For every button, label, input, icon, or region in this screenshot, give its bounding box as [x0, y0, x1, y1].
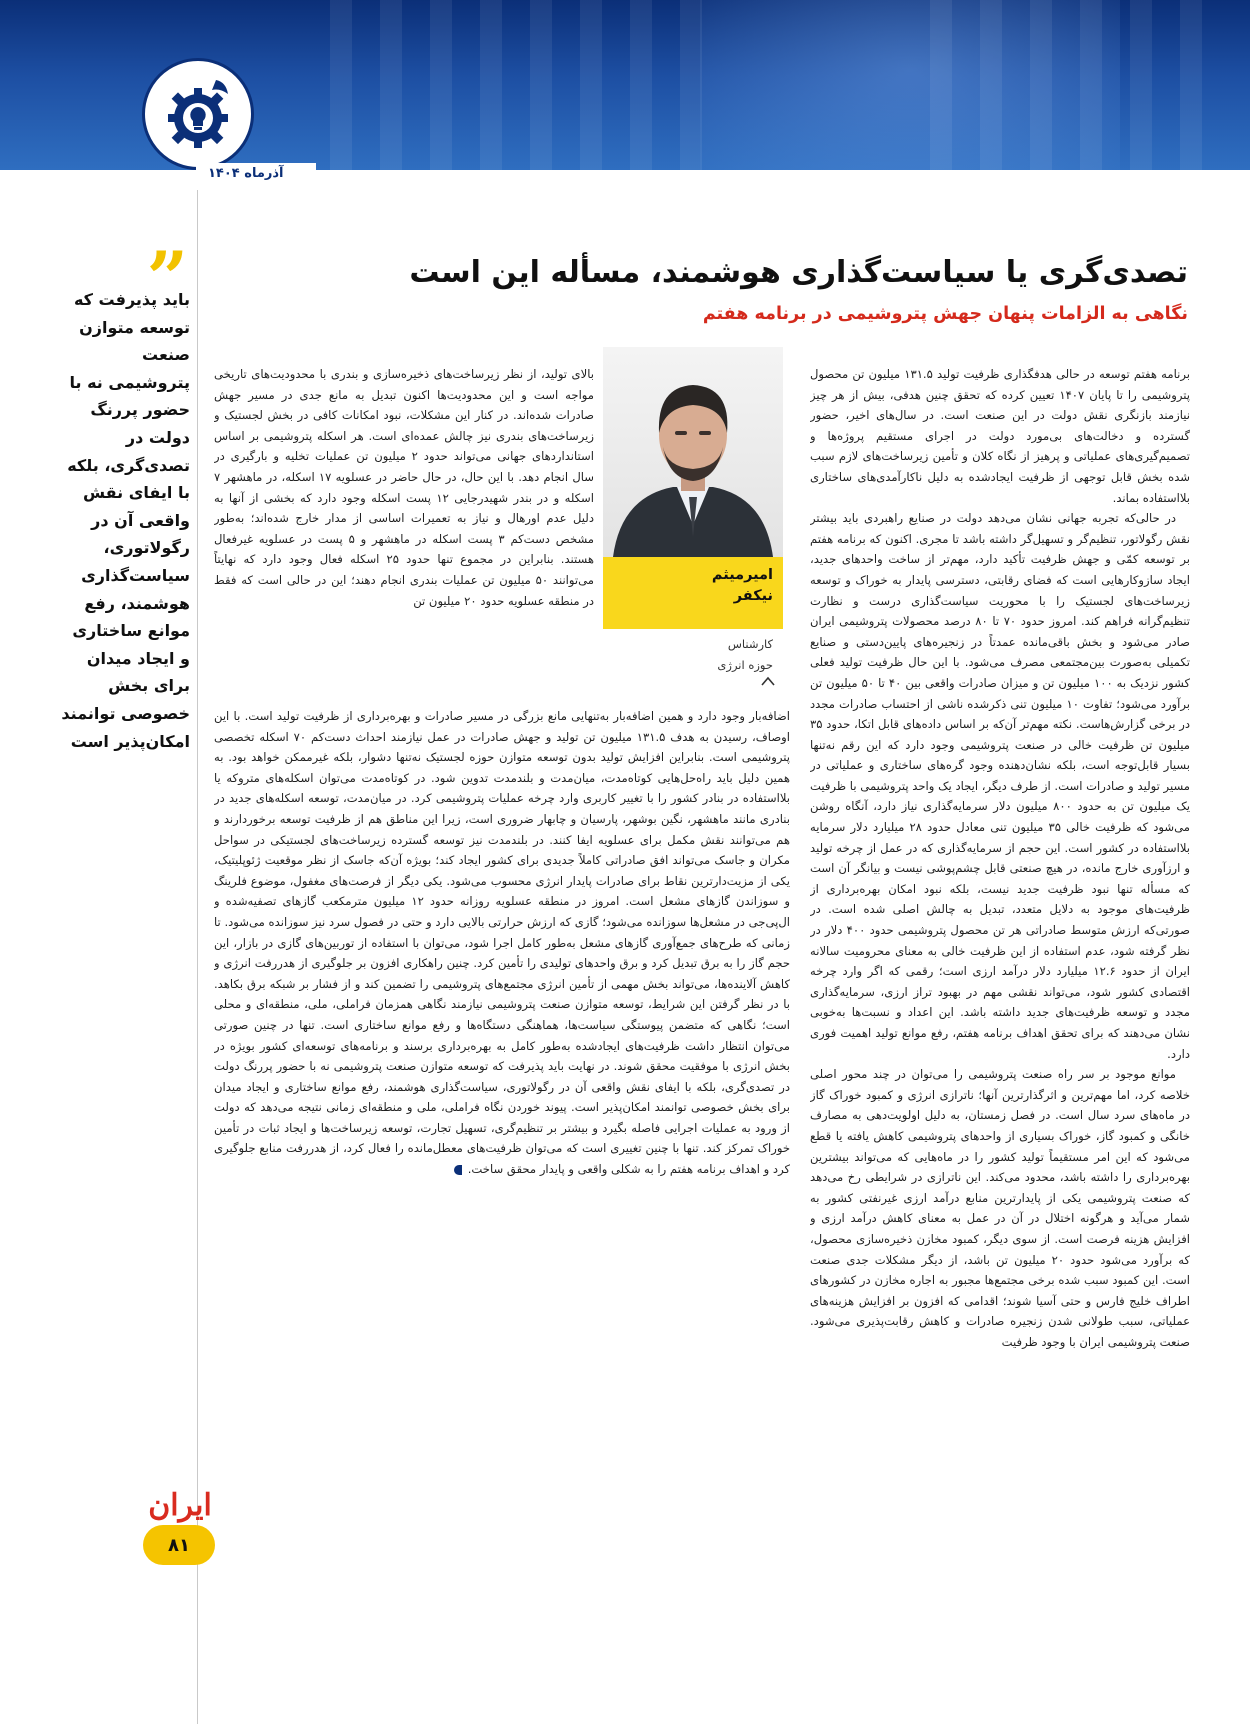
paragraph: برنامه هفتم توسعه در حالی هدفگذاری ظرفیت تولید ۱۳۱.۵ میلیون تن محصول پتروشیمی را تا پایان ۱۴۰۷ تعیین کرده که تحقق چنین هدفی، بیش از هر چیز نیازمند بازنگری نقش دولت در این صنعت است. در سال‌های اخیر، حضور گسترده و دخالت‌های بی‌مورد دولت در اجرای مستقیم پروژه‌ها و تصمیم‌گیری‌های عملیاتی و پرهیز از نگاه کلان و تأمین زیرساخت‌های لازم سبب شده بخش قابل توجهی از ظرفیت ایجادشده به دلیل ناکارآمدی‌های ساختاری بلااستفاده بماند. — [810, 367, 1190, 505]
magazine-brand: ایران — [148, 1488, 212, 1523]
body-column-left-top — [214, 364, 594, 706]
end-of-article-icon — [454, 1165, 462, 1175]
author-role-block — [603, 634, 783, 676]
paragraph: بالای تولید، از نظر زیرساخت‌های ذخیره‌سازی و بندری با محدودیت‌های تاریخی مواجه است و این محدودیت‌ها اکنون تبدیل به مانع جدی در مسیر جهش صادرات شده‌اند. در کنار این مشکلات، نبود امکانات کافی در بخش لجستیک و زیرساخت‌های بندری نیز چالش عمده‌ای است. هر اسکله پتروشیمی بر اساس استانداردهای جهانی می‌تواند حدود ۲ میلیون تن عملیات تخلیه و بارگیری در سال انجام دهد. با این حال، در حال حاضر در عسلویه ۱۷ اسکله، در ماهشهر ۷ اسکله و در بندر شهیدرجایی ۱۲ پست اسکله وجود دارد که بخشی از آنها به دلیل عدم اورهال و نیاز به تعمیرات اساسی از مدار خارج شده‌اند؛ به‌طور مشخص دست‌کم ۳ پست اسکله در ماهشهر و ۵ پست در عسلویه غیرفعال هستند. بنابراین در مجموع تنها حدود ۲۵ اسکله فعال وجود دارد که نهایتاً می‌توانند ۵۰ میلیون تن عملیات بندری انجام دهند؛ این در حالی است که فقط در منطقه عسلویه حدود ۲۰ میلیون تن — [214, 367, 594, 608]
pull-quote: باید پذیرفت که توسعه متوازن صنعت پتروشیمی نه با حضور پررنگ دولت در تصدی‌گری، بلکه با ایفای نقش واقعی آن در رگولاتوری، سیاست‌گذاری هوشمند، رفع موانع ساختاری و ایجاد میدان برای بخش خصوصی توانمند امکان‌پذیر است — [61, 290, 190, 751]
page-number: ۸۱ — [143, 1525, 215, 1565]
author-first-name: امیرمیثم — [711, 567, 773, 583]
section-logo — [142, 58, 254, 170]
author-portrait-icon — [603, 347, 783, 557]
author-last-name: نیکفر — [733, 588, 773, 604]
quote-mark-icon — [128, 248, 188, 288]
chevron-up-icon — [761, 676, 775, 686]
body-column-left-bottom — [214, 706, 790, 1654]
body-column-right — [810, 364, 1190, 1654]
issue-date: آذرماه ۱۴۰۴ — [208, 166, 284, 181]
author-card — [603, 557, 783, 629]
author-photo — [603, 347, 783, 557]
article-title: تصدی‌گری یا سیاست‌گذاری هوشمند، مسأله این است — [409, 255, 1188, 290]
paragraph: موانع موجود بر سر راه صنعت پتروشیمی را می‌توان در چند محور اصلی خلاصه کرد، اما مهم‌ترین و اثرگذارترین آنها؛ ناترازی انرژی و کمبود خوراک گاز در ماه‌های سرد سال است. در فصل زمستان، به دلیل اولویت‌دهی به مصارف خانگی و کمبود گاز، خوراک بسیاری از واحدهای پتروشیمی کاهش یافته یا قطع می‌شود که این امر مستقیماً تولید کشور را در ماه‌هایی که می‌تواند بیشترین بهره‌برداری را داشته باشد، محدود می‌کند. این ناترازی در شرایطی رخ می‌دهد که صنعت پتروشیمی یکی از پایدارترین منابع درآمد ارزی غیرنفتی کشور به شمار می‌آید و هرگونه اختلال در آن در عمل به معنای کاهش درآمد ارزی و افزایش هزینه فرصت است. از سوی دیگر، کمبود مخازن ذخیره‌سازی محصول، که برآورد می‌شود حدود ۲۰ میلیون تن باشد، از دیگر مشکلات جدی صنعت است. این کمبود سبب شده برخی مجتمع‌ها مجبور به اجاره مخازن در کشورهای اطراف خلیج فارس و حتی آسیا شوند؛ اقدامی که افزون بر افزایش هزینه‌های عملیاتی، سبب طولانی شدن زنجیره صادرات و کاهش رقابت‌پذیری می‌شود. صنعت پتروشیمی ایران با وجود ظرفیت — [810, 1067, 1190, 1349]
paragraph: در حالی‌که تجربه جهانی نشان می‌دهد دولت در صنایع راهبردی باید بیشتر نقش رگولاتور، تنظیم‌گر و تسهیل‌گر داشته باشد تا مجری. اکنون که برنامه هفتم بر توسعه کمّی و جهش ظرفیت تأکید دارد، مهم‌تر از ساخت واحدهای جدید، ایجاد سازوکارهایی است که فضای رقابتی، دسترسی پایدار به خوراک و توسعه زیرساخت‌های لجستیک را با محوریت سیاست‌گذاری درست و نظارت تنظیم‌گرانه فراهم کند. امروز حدود ۷۰ تا ۸۰ درصد محصولات پتروشیمی ایران صادر می‌شود و بخش باقی‌مانده عمدتاً در زنجیره‌های پایین‌دستی و صنایع تکمیلی به‌صورت بین‌مجتمعی مصرف می‌شود. با این حال ظرفیت تولید فعلی کشور نزدیک به ۱۰۰ میلیون تن و میزان صادرات واقعی بین ۴۰ تا ۵۰ میلیون تن برآورد می‌شود؛ تفاوت ۱۰ میلیون تنی ذکرشده ناشی از احتساب صادرات مجدد در برخی گزارش‌هاست. نکته مهم‌تر آن‌که بر اساس داده‌های قابل اتکا، حدود ۳۵ میلیون تن ظرفیت خالی در صنعت پتروشیمی وجود دارد که این رقم نه‌تنها بسیار قابل‌توجه است، بلکه نشان‌دهنده وجود گره‌های ساختاری و عملیاتی در مسیر تولید و صادرات است. از طرف دیگر، ایجاد یک واحد پتروشیمی با ظرفیت یک میلیون تن به حدود ۸۰۰ میلیون دلار سرمایه‌گذاری نیاز دارد، آنگاه روشن می‌شود که ظرفیت خالی ۳۵ میلیون تنی معادل حدود ۲۸ میلیارد دلار سرمایه بلااستفاده در کشور است. این حجم از سرمایه‌گذاری که در عمل از چرخه تولید و ارزآوری خارج مانده، در هیچ صنعتی قابل چشم‌پوشی نیست و بیانگر آن است که مسأله تنها نبود ظرفیت جدید نیست، بلکه نبود امکان بهره‌برداری از ظرفیت‌های موجود به دلایل متعدد، تبدیل به چالش اصلی شده است. در صورتی‌که ارزش متوسط صادراتی هر تن محصول پتروشیمی حدود ۴۰۰ دلار در نظر گرفته شود، عدم استفاده از این ظرفیت خالی به معنای محرومیت سالانه ایران از حدود ۱۲.۶ میلیارد دلار درآمد ارزی است؛ رقمی که اگر وارد چرخه اقتصادی کشور شود، می‌تواند نقشی مهم در بهبود تراز ارزی، سرمایه‌گذاری مجدد و توسعه ظرفیت‌های جدید داشته باشد. این اعداد و نسبت‌ها به‌خوبی نشان می‌دهند که برای تحقق اهداف برنامه هفتم، رفع موانع تولید اهمیت فوری دارد. — [810, 511, 1190, 1061]
author-role: کارشناس — [727, 637, 773, 651]
paragraph: اضافه‌بار وجود دارد و همین اضافه‌بار به‌تنهایی مانع بزرگی در مسیر صادرات و بهره‌برداری از ظرفیت تولید است. با این اوصاف، رسیدن به هدف ۱۳۱.۵ میلیون تن تولید و جهش صادرات در عمل نیازمند احداث دست‌کم ۷۰ اسکله تخصصی پتروشیمی است. بنابراین افزایش تولید بدون توسعه متوازن حوزه لجستیک نه‌تنها دشوار، بلکه غیرممکن خواهد بود. به همین دلیل باید راه‌حل‌هایی کوتاه‌مدت، میان‌مدت و بلندمدت تدوین شود. در کوتاه‌مدت می‌توان اسکله‌های متروکه یا بلااستفاده در بنادر کشور را با تغییر کاربری وارد چرخه عملیات پتروشیمی کرد. در میان‌مدت، توسعه اسکله‌های جدید در بنادری مانند ماهشهر، نگین بوشهر، پارسیان و چابهار ضروری است، زیرا این مناطق هم از ظرفیت توسعه برخوردارند و هم می‌توانند نقش مکمل برای عسلویه ایفا کنند. در بلندمدت نیز توسعه گسترده زیرساخت‌های لجستیکی در سواحل مکران و جاسک می‌تواند افق صادراتی کاملاً جدیدی برای کشور ایجاد کند؛ بویژه آن‌که جاسک از نظر موقعیت ژئوپلیتیک، یکی از مزیت‌دارترین نقاط برای صادرات پایدار انرژی محسوب می‌شود. یکی دیگر از فرصت‌های مغفول، موضوع فلرینگ و سوزاندن گازهای مشعل است. امروز در منطقه عسلویه روزانه حدود ۱۲ میلیون مترمکعب گازهای تصفیه‌شده و ال‌پی‌جی در مشعل‌ها سوزانده می‌شود؛ گازی که ارزش حرارتی بالایی دارد و حتی در فصول سرد نیز سوزانده می‌شود. تا زمانی که طرح‌های جمع‌آوری گازهای مشعل به‌طور کامل اجرا شود، می‌توان با استفاده از توربین‌های گازی در بازار، این حجم گاز را به برق تبدیل کرد و برق واحدهای تولیدی را تأمین کرد. چنین راهکاری افزون بر جلوگیری از هدررفت انرژی و کاهش آلاینده‌ها، می‌تواند بخش مهمی از تأمین انرژی مجتمع‌های پتروشیمی را تضمین کند و از فشار بر شبکه برق بکاهد. با در نظر گرفتن این شرایط، توسعه متوازن صنعت پتروشیمی نیازمند نگاهی همزمان فراملی، ملی، منطقه‌ای و محلی است؛ نگاهی که متضمن پیوستگی سیاست‌ها، هماهنگی دستگاه‌ها و رفع موانع ساختاری است. تنها در چنین صورتی می‌توان انتظار داشت ظرفیت‌های ایجادشده به‌طور کامل به بهره‌برداری برسند و برنامه‌های توسعه‌ای کشور بویژه در بخش انرژی با موفقیت محقق شوند. در نهایت باید پذیرفت که توسعه متوازن صنعت پتروشیمی نه با حضور پررنگ دولت در تصدی‌گری، بلکه با ایفای نقش واقعی آن در رگولاتوری، سیاست‌گذاری هوشمند، رفع موانع ساختاری و ایجاد میدان برای بخش خصوصی توانمند امکان‌پذیر است. پیوند خوردن نگاه فراملی، ملی و منطقه‌ای زمانی نتیجه می‌دهد که دولت از ورود به عملیات اجرایی فاصله بگیرد و بیشتر بر تنظیم‌گری، تسهیل تجارت، توسعه زیرساخت‌ها و ایجاد ثبات در تأمین خوراک تمرکز کند. تنها با چنین تغییری است که می‌توان ظرفیت‌های معطل‌مانده را فعال کرد، از هدررفت منابع جلوگیری کرد و اهداف برنامه هفتم را به شکلی واقعی و پایدار محقق ساخت. — [214, 709, 790, 1177]
author-field: حوزه انرژی — [717, 658, 773, 672]
article-subtitle: نگاهی به الزامات پنهان جهش پتروشیمی در برنامه هفتم — [702, 304, 1188, 324]
gear-lightbulb-icon — [158, 74, 238, 154]
